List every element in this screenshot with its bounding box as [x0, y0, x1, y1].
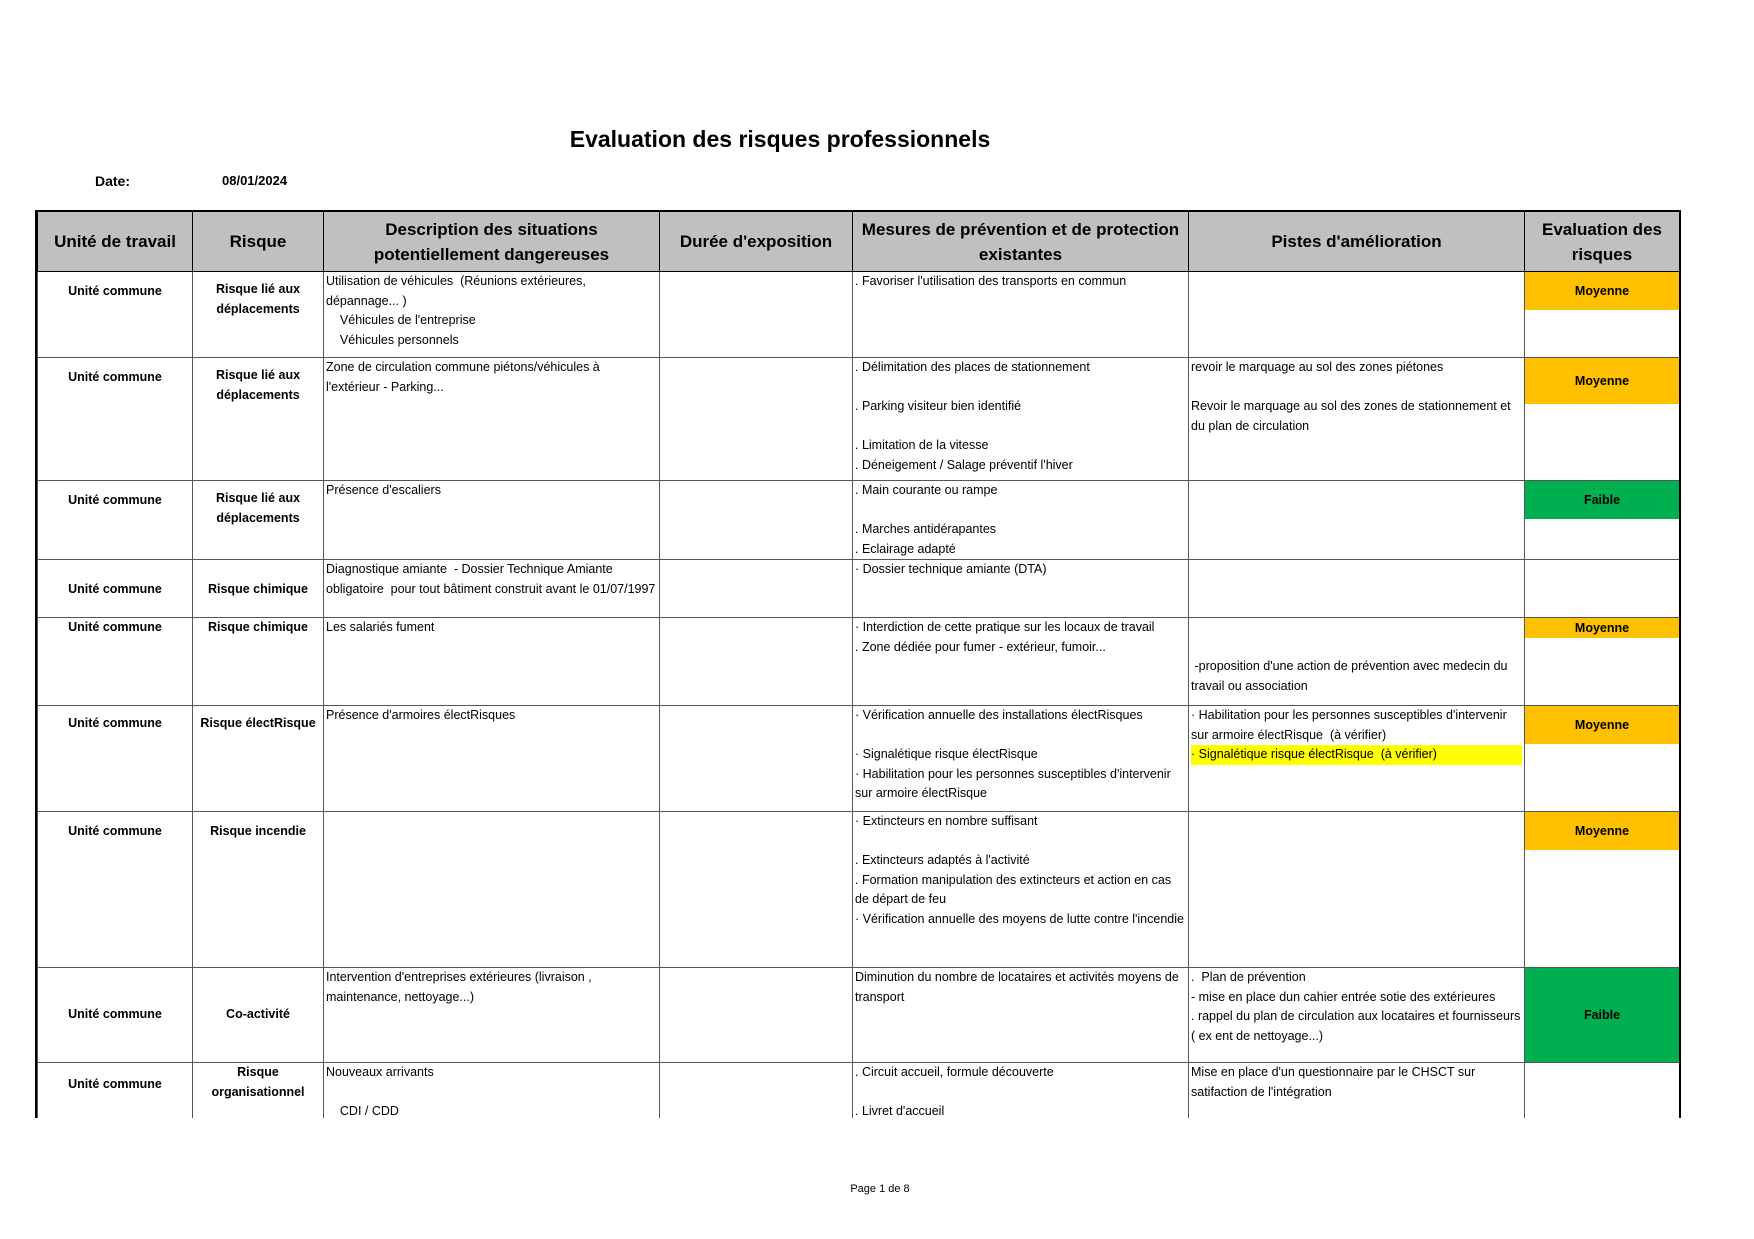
cell-description: Présence d'escaliers: [324, 481, 660, 560]
cell-evaluation: [1525, 706, 1680, 812]
cell-duree: [660, 560, 853, 618]
risk-table: [37, 210, 1680, 1118]
table-row: [38, 272, 1680, 358]
table-row: [38, 560, 1680, 618]
table-row: [38, 706, 1680, 812]
cell-pistes: [1189, 560, 1525, 618]
cell-unite: Unité commune: [38, 358, 193, 481]
cell-description: Les salariés fument: [324, 618, 660, 706]
column-header-unite: Unité de travail: [38, 211, 193, 272]
column-header-description: Description des situations potentiellement dangereuses: [324, 211, 660, 272]
cell-risque: Risque chimique: [193, 618, 324, 706]
cell-evaluation: [1525, 618, 1680, 706]
cell-mesures: . Circuit accueil, formule découverte . Livret d'accueil: [853, 1063, 1189, 1119]
risk-table-container: [35, 210, 1681, 1118]
cell-evaluation: [1525, 812, 1680, 968]
pistes-highlighted-text: · Signalétique risque électRisque (à vérifier): [1191, 745, 1522, 765]
date-label: Date:: [95, 173, 131, 189]
cell-mesures: · Dossier technique amiante (DTA): [853, 560, 1189, 618]
evaluation-badge: [1525, 560, 1679, 598]
evaluation-badge: Faible: [1525, 481, 1679, 519]
page-number: Page 1 de 8: [850, 1183, 910, 1195]
cell-risque: Risque organisationnel: [193, 1063, 324, 1119]
cell-evaluation: [1525, 358, 1680, 481]
cell-duree: [660, 272, 853, 358]
header-row: [38, 211, 1680, 272]
cell-mesures: · Extincteurs en nombre suffisant . Extincteurs adaptés à l'activité . Formation manipulation des extincteurs et action en cas de départ de feu · Vérification annuelle des moyens de lutte contre l'incendie: [853, 812, 1189, 968]
cell-unite: Unité commune: [38, 272, 193, 358]
cell-pistes: [1189, 272, 1525, 358]
evaluation-badge: Moyenne: [1525, 618, 1679, 638]
table-row: [38, 812, 1680, 968]
evaluation-badge: Moyenne: [1525, 812, 1679, 850]
cell-pistes: [1189, 481, 1525, 560]
cell-unite: Unité commune: [38, 560, 193, 618]
cell-duree: [660, 618, 853, 706]
evaluation-badge: Moyenne: [1525, 272, 1679, 310]
cell-mesures: · Interdiction de cette pratique sur les locaux de travail . Zone dédiée pour fumer - extérieur, fumoir...: [853, 618, 1189, 706]
cell-pistes: [1189, 812, 1525, 968]
date-value: 08/01/2024: [222, 173, 288, 188]
cell-duree: [660, 706, 853, 812]
table-row: [38, 1063, 1680, 1119]
cell-risque: Risque électRisque: [193, 706, 324, 812]
cell-duree: [660, 968, 853, 1063]
cell-pistes: [1189, 706, 1525, 812]
cell-risque: Risque chimique: [193, 560, 324, 618]
cell-description: Présence d'armoires électRisques: [324, 706, 660, 812]
cell-duree: [660, 358, 853, 481]
cell-mesures: . Main courante ou rampe . Marches antidérapantes . Eclairage adapté: [853, 481, 1189, 560]
column-header-duree: Durée d'exposition: [660, 211, 853, 272]
column-header-risque: Risque: [193, 211, 324, 272]
column-header-pistes: Pistes d'amélioration: [1189, 211, 1525, 272]
cell-mesures: Diminution du nombre de locataires et activités moyens de transport: [853, 968, 1189, 1063]
cell-pistes: Mise en place d'un questionnaire par le CHSCT sur satifaction de l'intégration: [1189, 1063, 1525, 1119]
pistes-text: · Habilitation pour les personnes susceptibles d'intervenir sur armoire électRisque (à vérifier): [1191, 708, 1511, 742]
evaluation-badge: [1525, 1063, 1679, 1101]
cell-unite: Unité commune: [38, 618, 193, 706]
cell-duree: [660, 812, 853, 968]
cell-description: Diagnostique amiante - Dossier Technique Amiante obligatoire pour tout bâtiment construit avant le 01/07/1997: [324, 560, 660, 618]
cell-evaluation: [1525, 1063, 1680, 1119]
cell-pistes: . Plan de prévention - mise en place dun cahier entrée sotie des extérieures . rappel du plan de circulation aux locataires et fournisseurs ( ex ent de nettoyage...): [1189, 968, 1525, 1063]
cell-evaluation: [1525, 560, 1680, 618]
table-row: [38, 358, 1680, 481]
cell-description: Zone de circulation commune piétons/véhicules à l'extérieur - Parking...: [324, 358, 660, 481]
cell-description: Utilisation de véhicules (Réunions extérieures, dépannage... ) Véhicules de l'entreprise Véhicules personnels: [324, 272, 660, 358]
evaluation-badge: Moyenne: [1525, 358, 1679, 404]
cell-unite: Unité commune: [38, 968, 193, 1063]
table-row: [38, 618, 1680, 706]
cell-description: Nouveaux arrivants CDI / CDD: [324, 1063, 660, 1119]
cell-evaluation: [1525, 272, 1680, 358]
cell-evaluation: [1525, 481, 1680, 560]
cell-duree: [660, 481, 853, 560]
cell-pistes: revoir le marquage au sol des zones piétones Revoir le marquage au sol des zones de stationnement et du plan de circulation: [1189, 358, 1525, 481]
cell-unite: Unité commune: [38, 812, 193, 968]
cell-description: [324, 812, 660, 968]
cell-unite: Unité commune: [38, 481, 193, 560]
table-row: [38, 968, 1680, 1063]
cell-mesures: . Délimitation des places de stationnement . Parking visiteur bien identifié . Limitation de la vitesse . Déneigement / Salage préventif l'hiver: [853, 358, 1189, 481]
cell-risque: Risque lié aux déplacements: [193, 481, 324, 560]
cell-mesures: · Vérification annuelle des installations électRisques · Signalétique risque électRisque · Habilitation pour les personnes susceptibles d'intervenir sur armoire électRisque: [853, 706, 1189, 812]
column-header-evaluation: Evaluation des risques: [1525, 211, 1680, 272]
cell-mesures: . Favoriser l'utilisation des transports en commun: [853, 272, 1189, 358]
evaluation-badge: Faible: [1525, 968, 1679, 1062]
cell-evaluation: [1525, 968, 1680, 1063]
column-header-mesures: Mesures de prévention et de protection existantes: [853, 211, 1189, 272]
cell-pistes: -proposition d'une action de prévention avec medecin du travail ou association: [1189, 618, 1525, 706]
page-title: Evaluation des risques professionnels: [569, 126, 991, 152]
evaluation-badge: Moyenne: [1525, 706, 1679, 744]
cell-risque: Co-activité: [193, 968, 324, 1063]
cell-description: Intervention d'entreprises extérieures (livraison , maintenance, nettoyage...): [324, 968, 660, 1063]
cell-risque: Risque incendie: [193, 812, 324, 968]
table-row: [38, 481, 1680, 560]
cell-unite: Unité commune: [38, 706, 193, 812]
cell-unite: Unité commune: [38, 1063, 193, 1119]
cell-duree: [660, 1063, 853, 1119]
cell-risque: Risque lié aux déplacements: [193, 358, 324, 481]
cell-risque: Risque lié aux déplacements: [193, 272, 324, 358]
